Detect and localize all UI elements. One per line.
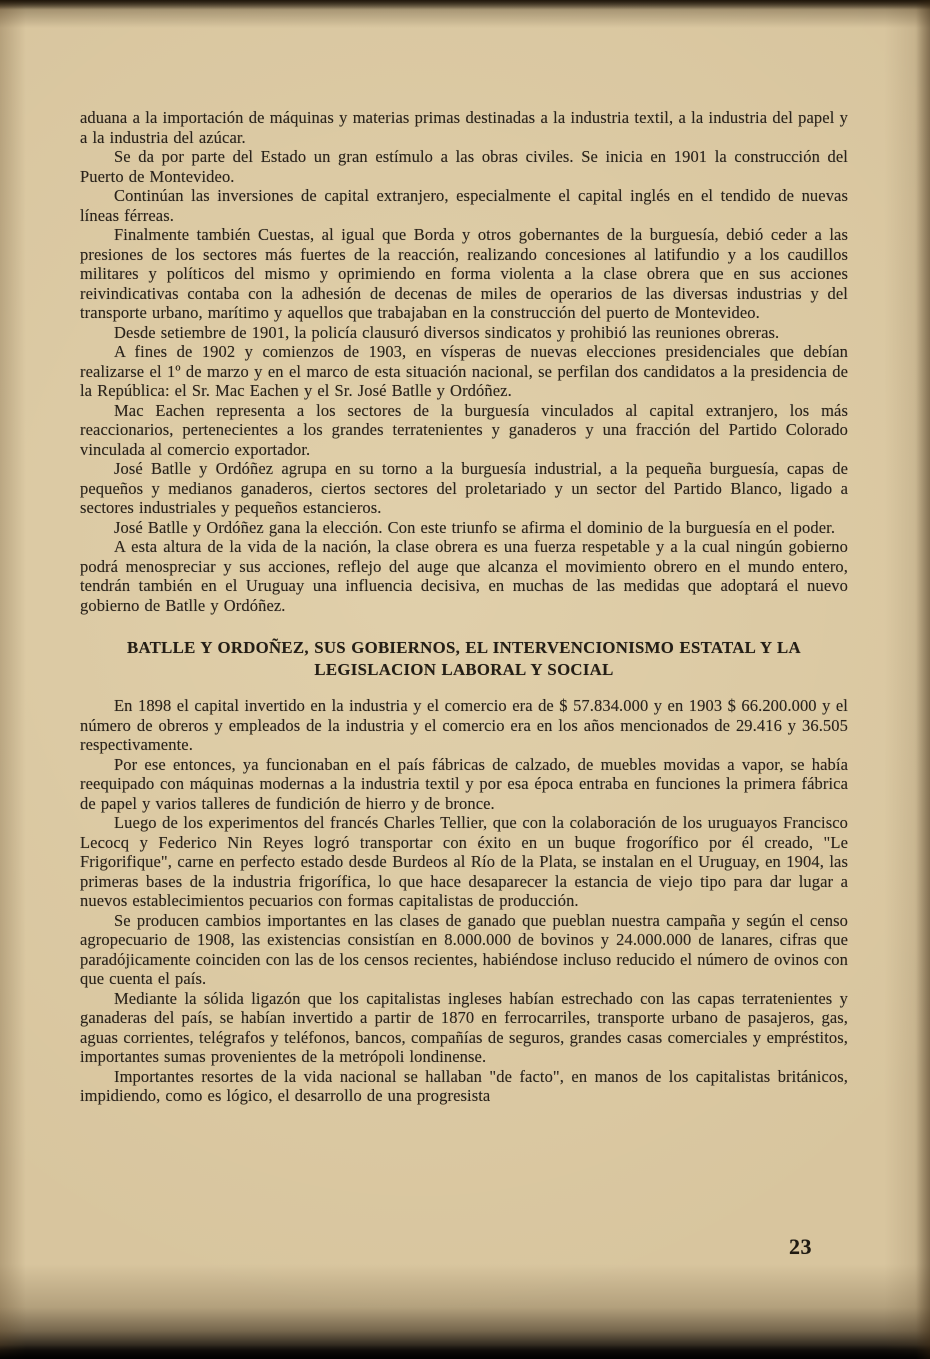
paragraph: A fines de 1902 y comienzos de 1903, en vísperas de nuevas elecciones presidenciales que debían realizarse el 1º de marzo y en el marco de esta situación nacional, se perfilan dos candidatos a la presidencia de la República: el Sr. Mac Eachen y el Sr. José Batlle y Ordóñez. bbox=[80, 342, 848, 400]
section-heading bbox=[100, 637, 828, 681]
paragraph: Luego de los experimentos del francés Charles Tellier, que con la colaboración de los uruguayos Francisco Lecocq y Federico Nin Reyes logró transportar con éxito en un buque frogorífico por él creado, "Le Frigorifique", carne en perfecto estado desde Burdeos al Río de la Plata, se instalan en el Uruguay, en 1904, las primeras bases de la industria frigorífica, lo que hace desaparecer la estancia de viejo tipo para dar lugar a nuevos establecimientos pecuarios con formas capitalistas de producción. bbox=[80, 813, 848, 910]
page-number: 23 bbox=[789, 1234, 812, 1259]
paragraph: Se da por parte del Estado un gran estímulo a las obras civiles. Se inicia en 1901 la construcción del Puerto de Montevideo. bbox=[80, 147, 848, 186]
paragraph: Mediante la sólida ligazón que los capitalistas ingleses habían estrechado con las capas terratenientes y ganaderas del país, se habían invertido a partir de 1870 en ferrocarriles, transporte urbano de pasajeros, gas, aguas corrientes, telégrafos y teléfonos, bancos, compañías de seguros, grandes casas comerciales y empréstitos, importantes sumas provenientes de la metrópoli londinense. bbox=[80, 988, 848, 1066]
paragraph: En 1898 el capital invertido en la industria y el comercio era de $ 57.834.000 y en 1903 $ 66.200.000 y el número de obreros y empleados de la industria y el comercio era en los años mencionados de 29.416 y 36.505 respectivamente. bbox=[80, 696, 848, 754]
paragraph: Continúan las inversiones de capital extranjero, especialmente el capital inglés en el tendido de nuevas líneas férreas. bbox=[80, 186, 848, 225]
paragraph: Por ese entonces, ya funcionaban en el país fábricas de calzado, de muebles movidas a vapor, se había reequipado con máquinas modernas a la industria textil y por esa época entraba en funciones la primera fábrica de papel y varios talleres de fundición de hierro y de bronce. bbox=[80, 754, 848, 813]
paragraph: Finalmente también Cuestas, al igual que Borda y otros gobernantes de la burguesía, debió ceder a las presiones de los sectores más fuertes de la reacción, realizando concesiones al latifundio y a los caudillos militares y políticos del mismo y oprimiendo en forma violenta a la clase obrera que en sus acciones reivindicativas contaba con la adhesión de decenas de miles de operarios de las diversas industrias y del transporte urbano, marítimo y aquellos que trabajaban en la construcción del puerto de Montevideo. bbox=[80, 225, 848, 322]
paragraph: José Batlle y Ordóñez gana la elección. Con este triunfo se afirma el dominio de la burguesía en el poder. bbox=[114, 517, 836, 537]
paragraph: A esta altura de la vida de la nación, la clase obrera es una fuerza respetable y a la cual ningún gobierno podrá menospreciar y sus acciones, reflejo del auge que alcanza el movimiento obrero en el mundo entero, tendrán también en el Uruguay una influencia decisiva, en muchas de las medidas que adoptará el nuevo gobierno de Batlle y Ordóñez. bbox=[80, 537, 848, 615]
paragraph: Mac Eachen representa a los sectores de la burguesía vinculados al capital extranjero, los más reaccionarios, pertenecientes a los grandes terratenientes y ganaderos y una fracción del Partido Colorado vinculada al comercio exportador. bbox=[80, 400, 848, 459]
page-edge-right-shadow bbox=[916, 0, 930, 1359]
section-heading-line-2: LEGISLACION LABORAL Y SOCIAL bbox=[314, 660, 614, 679]
page-text-block bbox=[80, 108, 848, 1106]
paragraph: aduana a la importación de máquinas y materias primas destinadas a la industria textil, a la industria del papel y a la industria del azúcar. bbox=[80, 108, 848, 147]
paragraph: Desde setiembre de 1901, la policía clausuró diversos sindicatos y prohibió las reuniones obreras. bbox=[114, 322, 780, 342]
page-edge-top-shadow bbox=[0, 0, 930, 10]
paragraph: Importantes resortes de la vida nacional se hallaban "de facto", en manos de los capitalistas británicos, impidiendo, como es lógico, el desarrollo de una progresista bbox=[80, 1066, 848, 1105]
paragraph: José Batlle y Ordóñez agrupa en su torno a la burguesía industrial, a la pequeña burguesía, capas de pequeños y medianos ganaderos, ciertos sectores del proletariado y un sector del Partido Blanco, ligado a sectores industriales y pequeños estancieros. bbox=[80, 459, 848, 517]
page-edge-bottom-shadow bbox=[0, 1345, 930, 1359]
paragraph: Se producen cambios importantes en las clases de ganado que pueblan nuestra campaña y según el censo agropecuario de 1908, las existencias consistían en 8.000.000 de bovinos y 24.000.000 de lanares, cifras que paradójicamente coinciden con las de los censos recientes, habiéndose incluso reducido el número de ovinos con que cuenta el país. bbox=[80, 910, 848, 988]
section-heading-line-1: BATLLE Y ORDOÑEZ, SUS GOBIERNOS, EL INTERVENCIONISMO ESTATAL Y LA bbox=[127, 638, 801, 657]
